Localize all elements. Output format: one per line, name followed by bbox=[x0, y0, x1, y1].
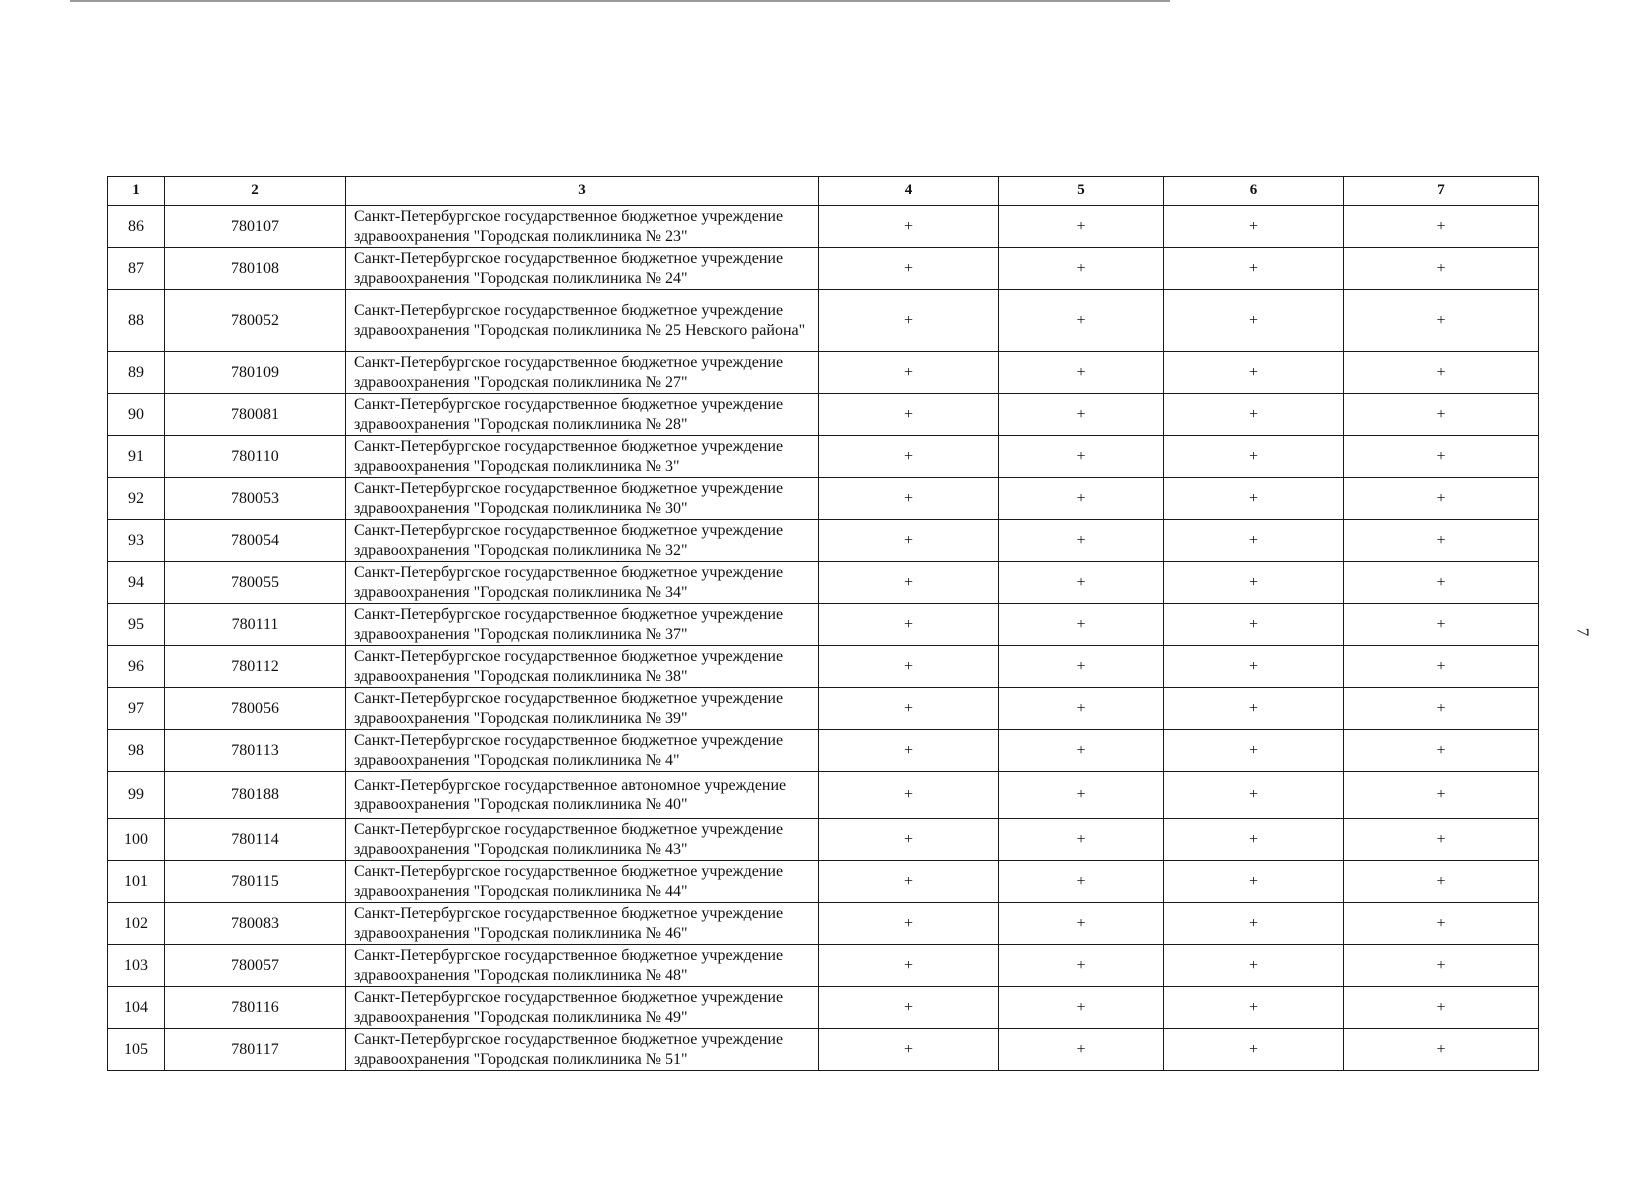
col6-mark-cell: + bbox=[1164, 520, 1344, 562]
col6-mark-cell: + bbox=[1164, 646, 1344, 688]
col4-mark-cell: + bbox=[819, 646, 999, 688]
org-name-cell: Санкт-Петербургское государственное бюджетное учреждение здравоохранения "Городская поликлиника № 28" bbox=[346, 394, 819, 436]
org-name-cell: Санкт-Петербургское государственное бюджетное учреждение здравоохранения "Городская поликлиника № 37" bbox=[346, 604, 819, 646]
col7-mark-cell: + bbox=[1344, 562, 1539, 604]
col6-mark-cell: + bbox=[1164, 478, 1344, 520]
org-name-cell: Санкт-Петербургское государственное бюджетное учреждение здравоохранения "Городская поликлиника № 32" bbox=[346, 520, 819, 562]
row-number-cell: 87 bbox=[108, 248, 165, 290]
col5-mark-cell: + bbox=[999, 945, 1164, 987]
org-code-cell: 780107 bbox=[165, 206, 346, 248]
org-code-cell: 780117 bbox=[165, 1029, 346, 1071]
col4-mark-cell: + bbox=[819, 819, 999, 861]
table-row bbox=[108, 819, 1539, 861]
table-row bbox=[108, 1029, 1539, 1071]
col5-mark-cell: + bbox=[999, 604, 1164, 646]
col7-mark-cell: + bbox=[1344, 478, 1539, 520]
top-scan-rule bbox=[70, 0, 1170, 2]
col4-mark-cell: + bbox=[819, 436, 999, 478]
col4-mark-cell: + bbox=[819, 248, 999, 290]
row-number-cell: 104 bbox=[108, 987, 165, 1029]
table-row bbox=[108, 646, 1539, 688]
col4-mark-cell: + bbox=[819, 352, 999, 394]
org-code-cell: 780108 bbox=[165, 248, 346, 290]
col6-mark-cell: + bbox=[1164, 772, 1344, 819]
col4-mark-cell: + bbox=[819, 394, 999, 436]
org-name-cell: Санкт-Петербургское государственное бюджетное учреждение здравоохранения "Городская поликлиника № 4" bbox=[346, 730, 819, 772]
col4-mark-cell: + bbox=[819, 520, 999, 562]
org-name-cell: Санкт-Петербургское государственное бюджетное учреждение здравоохранения "Городская поликлиника № 38" bbox=[346, 646, 819, 688]
col4-mark-cell: + bbox=[819, 478, 999, 520]
col7-mark-cell: + bbox=[1344, 987, 1539, 1029]
col5-mark-cell: + bbox=[999, 646, 1164, 688]
table-row bbox=[108, 772, 1539, 819]
row-number-cell: 96 bbox=[108, 646, 165, 688]
col4-mark-cell: + bbox=[819, 987, 999, 1029]
col6-mark-cell: + bbox=[1164, 945, 1344, 987]
col7-mark-cell: + bbox=[1344, 1029, 1539, 1071]
col7-mark-cell: + bbox=[1344, 646, 1539, 688]
row-number-cell: 103 bbox=[108, 945, 165, 987]
col4-mark-cell: + bbox=[819, 861, 999, 903]
col4-mark-cell: + bbox=[819, 562, 999, 604]
table-row bbox=[108, 903, 1539, 945]
col6-mark-cell: + bbox=[1164, 819, 1344, 861]
col7-mark-cell: + bbox=[1344, 394, 1539, 436]
col7-mark-cell: + bbox=[1344, 903, 1539, 945]
org-code-cell: 780112 bbox=[165, 646, 346, 688]
col5-mark-cell: + bbox=[999, 436, 1164, 478]
col7-mark-cell: + bbox=[1344, 290, 1539, 352]
table-row bbox=[108, 604, 1539, 646]
org-code-cell: 780113 bbox=[165, 730, 346, 772]
org-name-cell: Санкт-Петербургское государственное бюджетное учреждение здравоохранения "Городская поликлиника № 23" bbox=[346, 206, 819, 248]
col6-mark-cell: + bbox=[1164, 352, 1344, 394]
org-code-cell: 780054 bbox=[165, 520, 346, 562]
org-name-cell: Санкт-Петербургское государственное бюджетное учреждение здравоохранения "Городская поликлиника № 46" bbox=[346, 903, 819, 945]
org-name-cell: Санкт-Петербургское государственное бюджетное учреждение здравоохранения "Городская поликлиника № 3" bbox=[346, 436, 819, 478]
col4-mark-cell: + bbox=[819, 945, 999, 987]
col7-mark-cell: + bbox=[1344, 945, 1539, 987]
row-number-cell: 88 bbox=[108, 290, 165, 352]
header-col-3: 3 bbox=[346, 177, 819, 206]
table-row bbox=[108, 478, 1539, 520]
col6-mark-cell: + bbox=[1164, 1029, 1344, 1071]
col6-mark-cell: + bbox=[1164, 206, 1344, 248]
org-code-cell: 780109 bbox=[165, 352, 346, 394]
col5-mark-cell: + bbox=[999, 730, 1164, 772]
row-number-cell: 90 bbox=[108, 394, 165, 436]
col6-mark-cell: + bbox=[1164, 688, 1344, 730]
table-row bbox=[108, 520, 1539, 562]
col6-mark-cell: + bbox=[1164, 436, 1344, 478]
table-row bbox=[108, 945, 1539, 987]
row-number-cell: 94 bbox=[108, 562, 165, 604]
header-col-5: 5 bbox=[999, 177, 1164, 206]
col6-mark-cell: + bbox=[1164, 987, 1344, 1029]
col6-mark-cell: + bbox=[1164, 394, 1344, 436]
table-body bbox=[108, 206, 1539, 1071]
col5-mark-cell: + bbox=[999, 248, 1164, 290]
col7-mark-cell: + bbox=[1344, 772, 1539, 819]
org-name-cell: Санкт-Петербургское государственное бюджетное учреждение здравоохранения "Городская поликлиника № 30" bbox=[346, 478, 819, 520]
col5-mark-cell: + bbox=[999, 819, 1164, 861]
col4-mark-cell: + bbox=[819, 772, 999, 819]
header-col-1: 1 bbox=[108, 177, 165, 206]
org-name-cell: Санкт-Петербургское государственное бюджетное учреждение здравоохранения "Городская поликлиника № 48" bbox=[346, 945, 819, 987]
col4-mark-cell: + bbox=[819, 903, 999, 945]
org-code-cell: 780111 bbox=[165, 604, 346, 646]
org-code-cell: 780110 bbox=[165, 436, 346, 478]
organizations-table bbox=[107, 176, 1539, 1071]
header-row bbox=[108, 177, 1539, 206]
col6-mark-cell: + bbox=[1164, 604, 1344, 646]
col4-mark-cell: + bbox=[819, 1029, 999, 1071]
col7-mark-cell: + bbox=[1344, 520, 1539, 562]
col5-mark-cell: + bbox=[999, 290, 1164, 352]
org-code-cell: 780053 bbox=[165, 478, 346, 520]
col4-mark-cell: + bbox=[819, 290, 999, 352]
org-name-cell: Санкт-Петербургское государственное бюджетное учреждение здравоохранения "Городская поликлиника № 24" bbox=[346, 248, 819, 290]
col4-mark-cell: + bbox=[819, 604, 999, 646]
row-number-cell: 86 bbox=[108, 206, 165, 248]
org-code-cell: 780083 bbox=[165, 903, 346, 945]
col5-mark-cell: + bbox=[999, 1029, 1164, 1071]
row-number-cell: 89 bbox=[108, 352, 165, 394]
org-code-cell: 780188 bbox=[165, 772, 346, 819]
col5-mark-cell: + bbox=[999, 478, 1164, 520]
org-name-cell: Санкт-Петербургское государственное автономное учреждение здравоохранения "Городская поликлиника № 40" bbox=[346, 772, 819, 819]
col7-mark-cell: + bbox=[1344, 248, 1539, 290]
page-number: 7 bbox=[1573, 627, 1593, 637]
org-code-cell: 780114 bbox=[165, 819, 346, 861]
header-col-6: 6 bbox=[1164, 177, 1344, 206]
col4-mark-cell: + bbox=[819, 206, 999, 248]
row-number-cell: 97 bbox=[108, 688, 165, 730]
table-row bbox=[108, 688, 1539, 730]
org-name-cell: Санкт-Петербургское государственное бюджетное учреждение здравоохранения "Городская поликлиника № 25 Невского района" bbox=[346, 290, 819, 352]
col7-mark-cell: + bbox=[1344, 819, 1539, 861]
org-code-cell: 780116 bbox=[165, 987, 346, 1029]
table-row bbox=[108, 436, 1539, 478]
col6-mark-cell: + bbox=[1164, 290, 1344, 352]
col5-mark-cell: + bbox=[999, 206, 1164, 248]
table-row bbox=[108, 394, 1539, 436]
org-name-cell: Санкт-Петербургское государственное бюджетное учреждение здравоохранения "Городская поликлиника № 43" bbox=[346, 819, 819, 861]
org-code-cell: 780115 bbox=[165, 861, 346, 903]
row-number-cell: 93 bbox=[108, 520, 165, 562]
col6-mark-cell: + bbox=[1164, 861, 1344, 903]
row-number-cell: 99 bbox=[108, 772, 165, 819]
col5-mark-cell: + bbox=[999, 987, 1164, 1029]
table-row bbox=[108, 987, 1539, 1029]
header-col-7: 7 bbox=[1344, 177, 1539, 206]
table-row bbox=[108, 206, 1539, 248]
col7-mark-cell: + bbox=[1344, 206, 1539, 248]
col5-mark-cell: + bbox=[999, 520, 1164, 562]
org-name-cell: Санкт-Петербургское государственное бюджетное учреждение здравоохранения "Городская поликлиника № 44" bbox=[346, 861, 819, 903]
org-name-cell: Санкт-Петербургское государственное бюджетное учреждение здравоохранения "Городская поликлиника № 39" bbox=[346, 688, 819, 730]
col5-mark-cell: + bbox=[999, 772, 1164, 819]
col5-mark-cell: + bbox=[999, 861, 1164, 903]
header-col-4: 4 bbox=[819, 177, 999, 206]
col7-mark-cell: + bbox=[1344, 604, 1539, 646]
org-code-cell: 780057 bbox=[165, 945, 346, 987]
col7-mark-cell: + bbox=[1344, 688, 1539, 730]
org-name-cell: Санкт-Петербургское государственное бюджетное учреждение здравоохранения "Городская поликлиника № 51" bbox=[346, 1029, 819, 1071]
table-row bbox=[108, 290, 1539, 352]
table-row bbox=[108, 248, 1539, 290]
org-name-cell: Санкт-Петербургское государственное бюджетное учреждение здравоохранения "Городская поликлиника № 27" bbox=[346, 352, 819, 394]
col6-mark-cell: + bbox=[1164, 248, 1344, 290]
col5-mark-cell: + bbox=[999, 903, 1164, 945]
col5-mark-cell: + bbox=[999, 688, 1164, 730]
col5-mark-cell: + bbox=[999, 394, 1164, 436]
row-number-cell: 95 bbox=[108, 604, 165, 646]
header-col-2: 2 bbox=[165, 177, 346, 206]
row-number-cell: 101 bbox=[108, 861, 165, 903]
row-number-cell: 98 bbox=[108, 730, 165, 772]
row-number-cell: 92 bbox=[108, 478, 165, 520]
col4-mark-cell: + bbox=[819, 688, 999, 730]
org-name-cell: Санкт-Петербургское государственное бюджетное учреждение здравоохранения "Городская поликлиника № 49" bbox=[346, 987, 819, 1029]
col7-mark-cell: + bbox=[1344, 352, 1539, 394]
org-code-cell: 780055 bbox=[165, 562, 346, 604]
row-number-cell: 91 bbox=[108, 436, 165, 478]
row-number-cell: 100 bbox=[108, 819, 165, 861]
row-number-cell: 105 bbox=[108, 1029, 165, 1071]
table-row bbox=[108, 730, 1539, 772]
col6-mark-cell: + bbox=[1164, 562, 1344, 604]
table-row bbox=[108, 562, 1539, 604]
org-code-cell: 780081 bbox=[165, 394, 346, 436]
col7-mark-cell: + bbox=[1344, 436, 1539, 478]
col6-mark-cell: + bbox=[1164, 903, 1344, 945]
col4-mark-cell: + bbox=[819, 730, 999, 772]
org-code-cell: 780052 bbox=[165, 290, 346, 352]
org-name-cell: Санкт-Петербургское государственное бюджетное учреждение здравоохранения "Городская поликлиника № 34" bbox=[346, 562, 819, 604]
org-code-cell: 780056 bbox=[165, 688, 346, 730]
col5-mark-cell: + bbox=[999, 352, 1164, 394]
table-row bbox=[108, 861, 1539, 903]
col7-mark-cell: + bbox=[1344, 730, 1539, 772]
row-number-cell: 102 bbox=[108, 903, 165, 945]
table-row bbox=[108, 352, 1539, 394]
col5-mark-cell: + bbox=[999, 562, 1164, 604]
col7-mark-cell: + bbox=[1344, 861, 1539, 903]
col6-mark-cell: + bbox=[1164, 730, 1344, 772]
